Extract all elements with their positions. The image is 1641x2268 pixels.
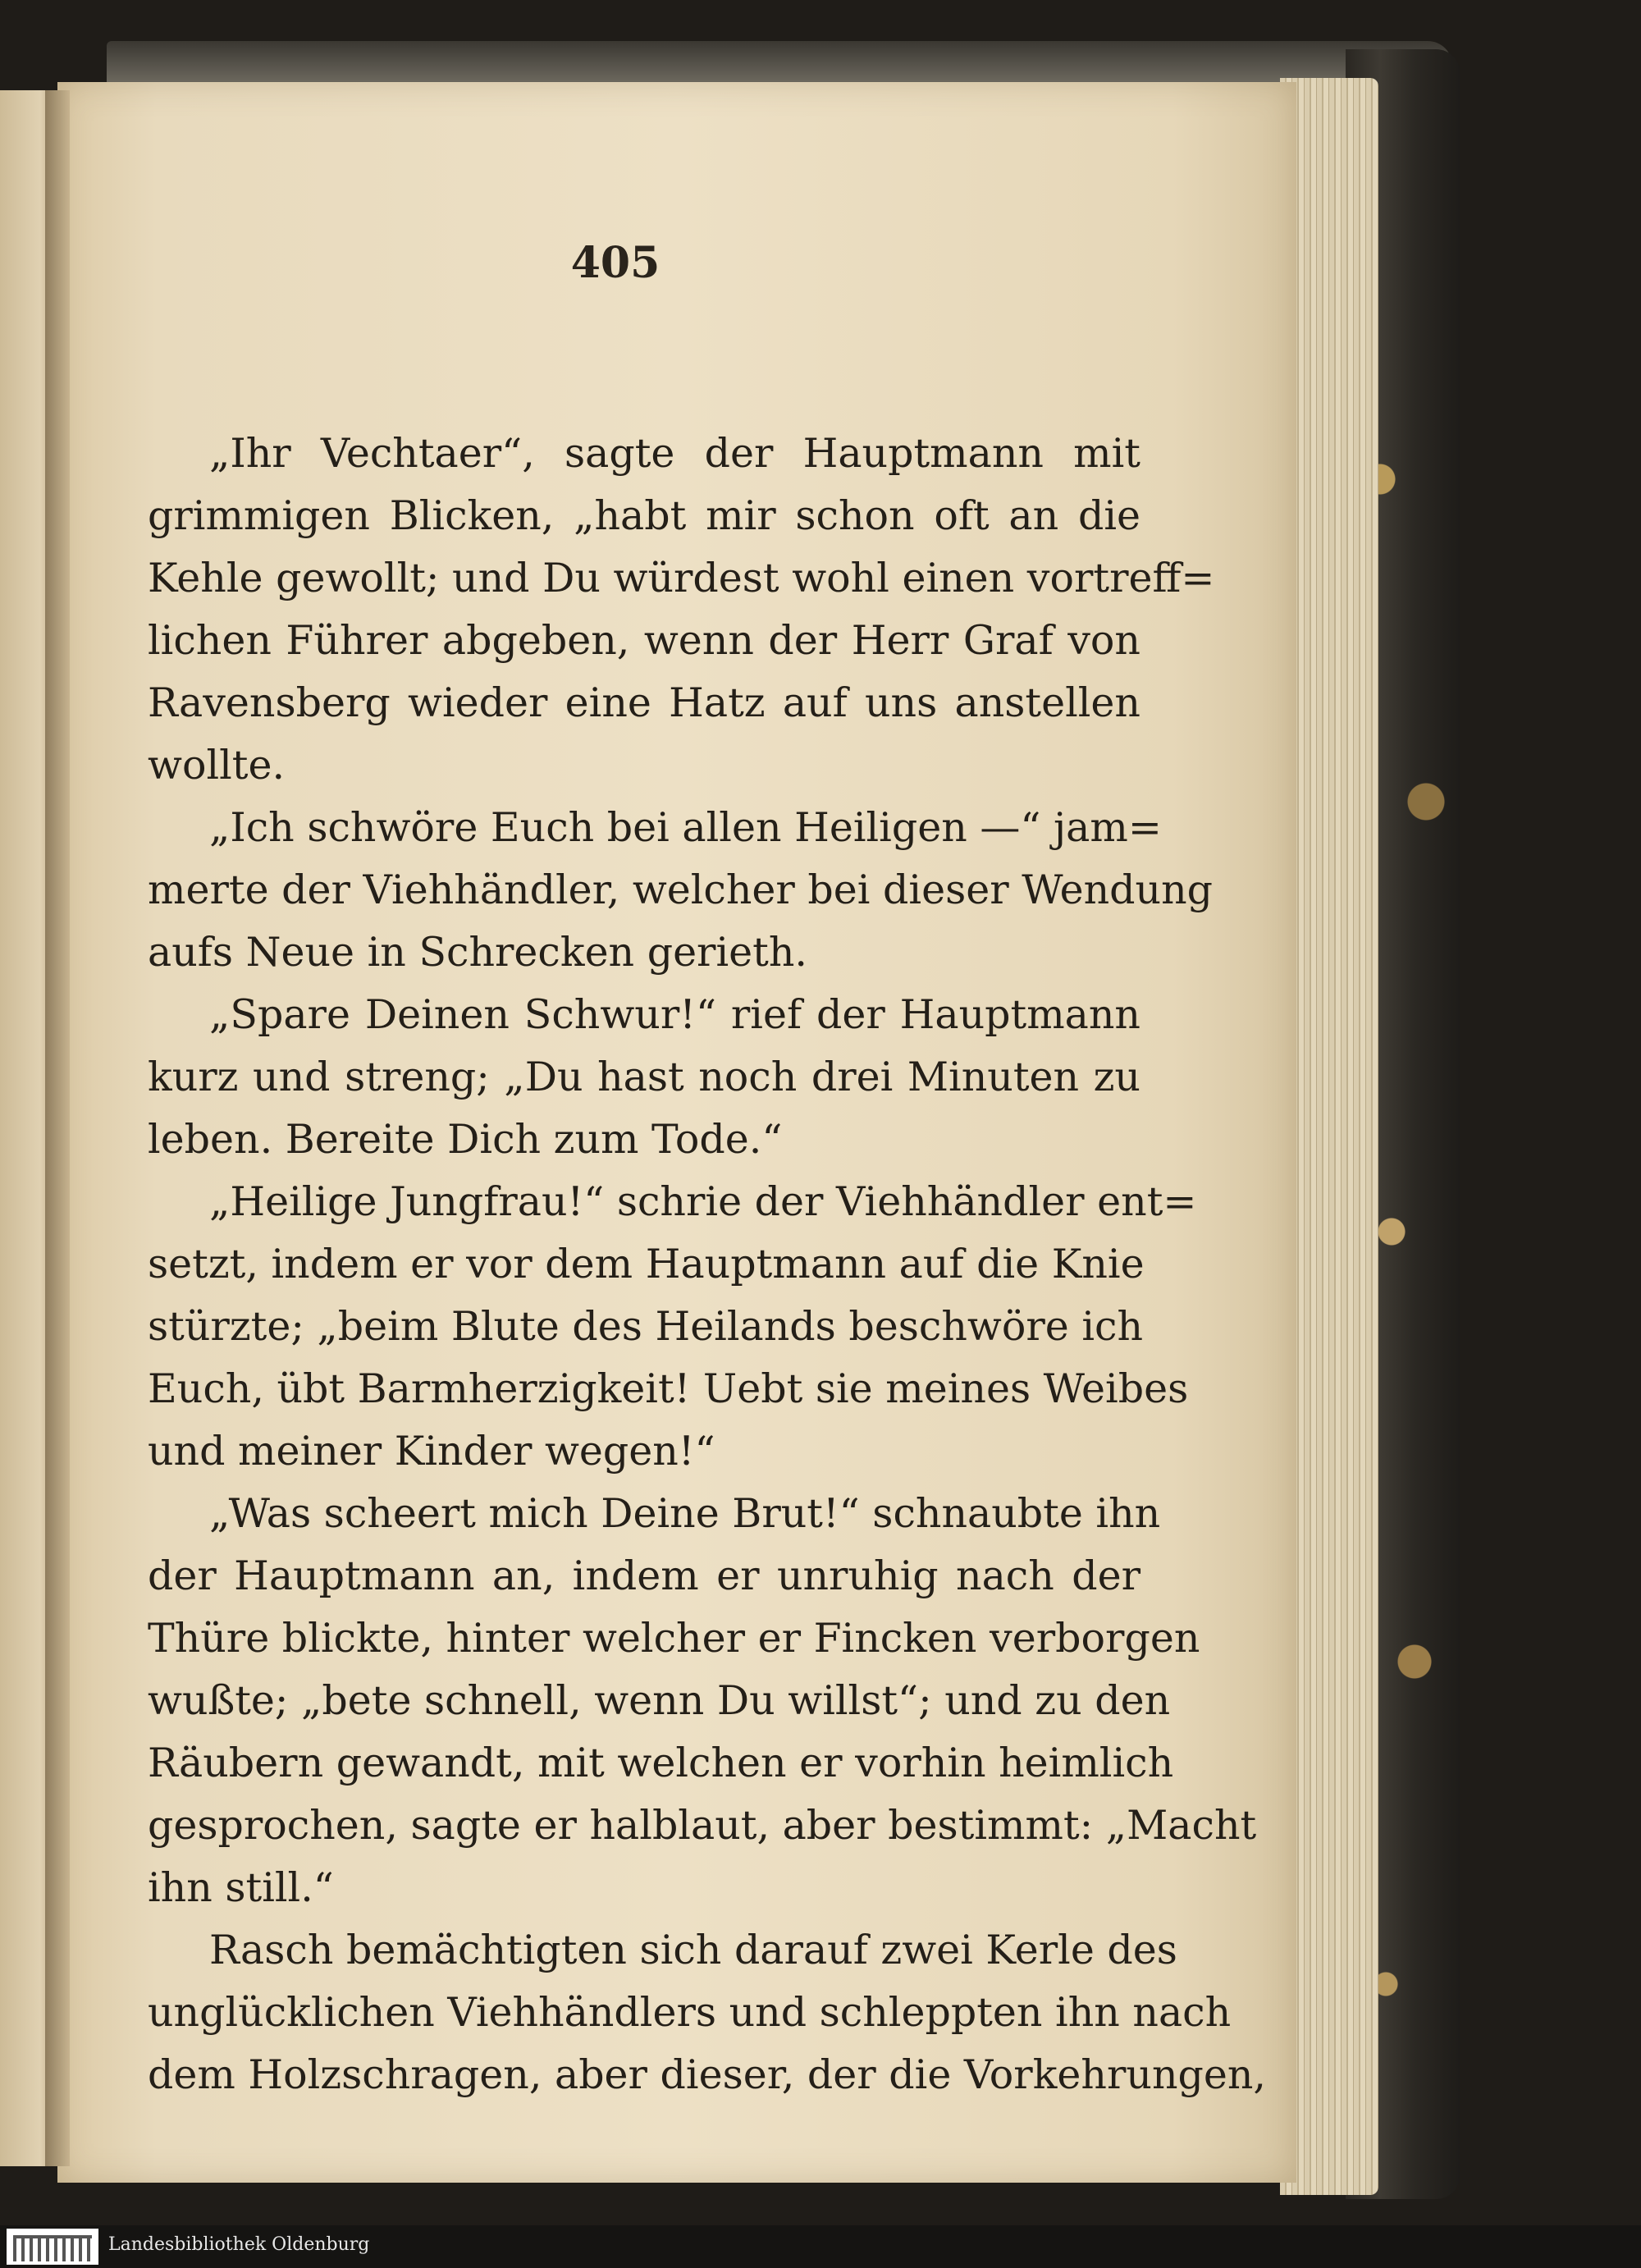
text-line: Thüre blickte, hinter welcher er Fincken verborgen xyxy=(148,1615,1200,1662)
book-page xyxy=(57,82,1296,2183)
library-name: Landesbibliothek Oldenburg xyxy=(108,2234,370,2255)
text-line: wußte; „bete schnell, wenn Du willst“; und zu den xyxy=(148,1677,1171,1724)
text-line: Euch, übt Barmherzigkeit! Uebt sie meines Weibes xyxy=(148,1365,1189,1412)
text-line: unglücklichen Viehhändlers und schleppten ihn nach xyxy=(148,1989,1232,2036)
text-line: aufs Neue in Schrecken gerieth. xyxy=(148,929,807,976)
building-icon xyxy=(13,2235,92,2261)
text-line: Ravensberg wieder eine Hatz auf uns anstellen xyxy=(148,679,1140,726)
text-line: und meiner Kinder wegen!“ xyxy=(148,1428,715,1475)
text-line: „Spare Deinen Schwur!“ rief der Hauptmann xyxy=(209,991,1140,1038)
text-line: leben. Bereite Dich zum Tode.“ xyxy=(148,1116,783,1163)
text-line: stürzte; „beim Blute des Heilands beschwöre ich xyxy=(148,1303,1144,1350)
text-line: merte der Viehhändler, welcher bei dieser Wendung xyxy=(148,867,1213,913)
text-line: wollte. xyxy=(148,742,286,789)
text-line: „Was scheert mich Deine Brut!“ schnaubte ihn xyxy=(209,1490,1161,1537)
page-text xyxy=(148,423,1267,2106)
text-line: „Ihr Vechtaer“, sagte der Hauptmann mit xyxy=(209,430,1140,477)
text-line: Kehle gewollt; und Du würdest wohl einen vortreff= xyxy=(148,555,1215,601)
text-line: lichen Führer abgeben, wenn der Herr Graf von xyxy=(148,617,1140,664)
text-line: Rasch bemächtigten sich darauf zwei Kerle des xyxy=(209,1927,1177,1973)
text-line: „Heilige Jungfrau!“ schrie der Viehhändler ent= xyxy=(209,1178,1197,1225)
page-gutter xyxy=(45,90,70,2166)
text-line: dem Holzschragen, aber dieser, der die Vorkehrungen, xyxy=(148,2051,1267,2098)
text-line: „Ich schwöre Euch bei allen Heiligen —“ jam= xyxy=(209,804,1162,851)
text-line: kurz und streng; „Du hast noch drei Minuten zu xyxy=(148,1054,1140,1100)
page-number: 405 xyxy=(570,238,661,288)
library-logo-icon xyxy=(7,2229,98,2265)
text-line: setzt, indem er vor dem Hauptmann auf die Knie xyxy=(148,1241,1145,1287)
text-line: Räubern gewandt, mit welchen er vorhin heimlich xyxy=(148,1740,1174,1786)
text-line: der Hauptmann an, indem er unruhig nach der xyxy=(148,1552,1140,1599)
text-line: gesprochen, sagte er halblaut, aber bestimmt: „Macht xyxy=(148,1802,1257,1849)
text-line: ihn still.“ xyxy=(148,1864,334,1911)
text-line: grimmigen Blicken, „habt mir schon oft an die xyxy=(148,492,1140,539)
